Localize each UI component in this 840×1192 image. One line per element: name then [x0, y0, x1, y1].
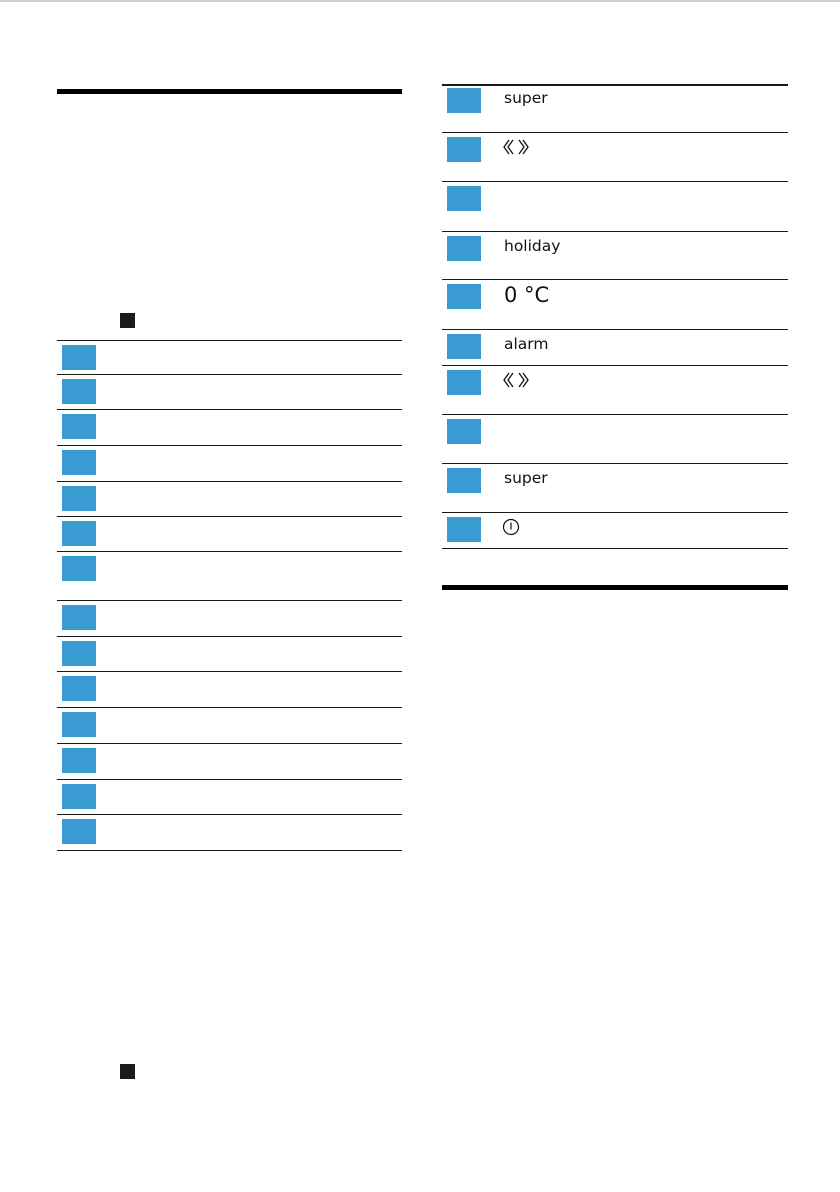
row-label: super	[504, 469, 548, 487]
power-icon	[502, 518, 520, 540]
double-chevron-left-right-icon	[502, 138, 530, 160]
key-swatch	[62, 605, 96, 630]
table-row	[442, 330, 788, 366]
key-swatch	[62, 819, 96, 844]
table-row	[57, 637, 402, 672]
key-swatch	[447, 370, 481, 395]
key-swatch	[62, 641, 96, 666]
key-swatch	[447, 419, 481, 444]
table-row	[57, 708, 402, 744]
key-swatch	[62, 556, 96, 581]
key-swatch	[447, 186, 481, 211]
row-label: alarm	[504, 335, 549, 353]
double-chevron-left-right-icon	[502, 371, 530, 393]
table-row	[442, 513, 788, 549]
table-row	[442, 133, 788, 182]
table-row	[442, 232, 788, 280]
table-row	[57, 517, 402, 552]
table-row	[57, 410, 402, 446]
row-label: 0 °C	[504, 283, 550, 307]
key-swatch	[447, 137, 481, 162]
figure-marker-square	[120, 313, 135, 328]
key-swatch	[62, 486, 96, 511]
key-swatch	[447, 284, 481, 309]
table-row	[442, 84, 788, 133]
key-swatch	[62, 676, 96, 701]
table-row	[57, 482, 402, 517]
figure-marker-square	[120, 1064, 135, 1079]
table-row	[57, 552, 402, 601]
key-swatch	[447, 88, 481, 113]
table-row	[57, 744, 402, 780]
key-swatch	[447, 236, 481, 261]
table-row	[442, 464, 788, 513]
table-row	[57, 375, 402, 410]
section-heading-rule	[57, 89, 402, 94]
key-swatch	[62, 345, 96, 370]
table-row	[57, 340, 402, 375]
table-row	[57, 815, 402, 851]
key-swatch	[447, 468, 481, 493]
table-row	[57, 601, 402, 637]
key-swatch	[62, 521, 96, 546]
row-label: super	[504, 89, 548, 107]
table-row	[57, 780, 402, 815]
key-swatch	[447, 517, 481, 542]
table-row	[57, 672, 402, 708]
table-row	[442, 366, 788, 415]
row-label: holiday	[504, 237, 561, 255]
key-swatch	[62, 379, 96, 404]
table-row	[442, 415, 788, 464]
key-swatch	[62, 784, 96, 809]
table-row	[57, 446, 402, 482]
table-row	[442, 182, 788, 232]
page-top-border	[0, 0, 840, 2]
key-swatch	[62, 712, 96, 737]
key-swatch	[447, 334, 481, 359]
section-heading-rule	[442, 585, 788, 590]
key-swatch	[62, 748, 96, 773]
key-swatch	[62, 414, 96, 439]
table-row	[442, 280, 788, 330]
key-swatch	[62, 450, 96, 475]
